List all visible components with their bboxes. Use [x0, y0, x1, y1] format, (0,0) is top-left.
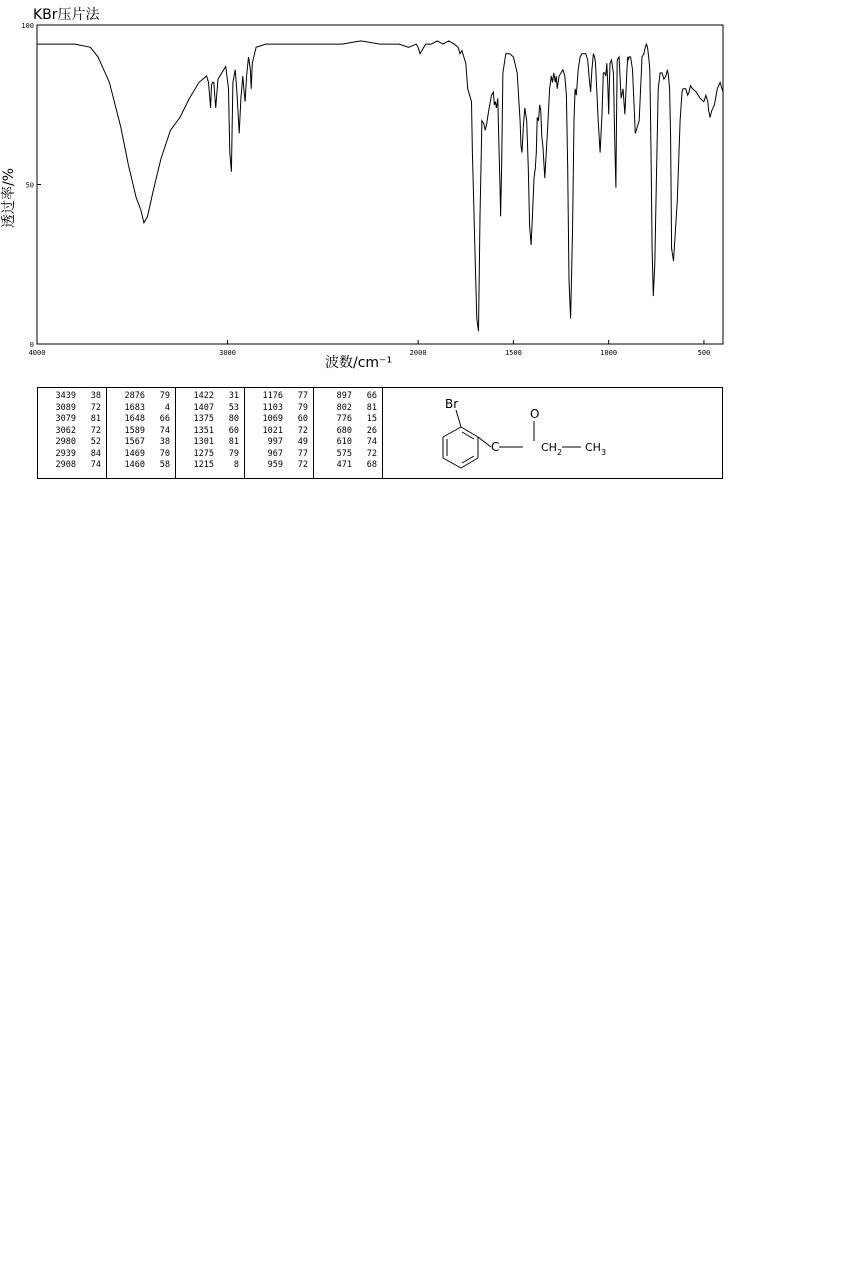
- peak-transmittance: 4: [164, 402, 170, 413]
- peak-row: [107, 460, 175, 472]
- peak-row: [38, 403, 106, 415]
- peak-wavenumber: 2908: [55, 460, 76, 470]
- peak-transmittance: 60: [297, 414, 308, 424]
- spectrum-line: [37, 41, 723, 331]
- peak-wavenumber: 1422: [193, 391, 214, 401]
- peak-wavenumber: 1301: [193, 437, 214, 447]
- benzene-ring: [443, 427, 478, 468]
- peak-transmittance: 72: [90, 402, 101, 413]
- peak-transmittance: 72: [90, 425, 101, 436]
- x-tick-label: 1000: [600, 349, 618, 357]
- peak-row: [107, 437, 175, 449]
- peak-transmittance: 79: [297, 402, 308, 413]
- peak-wavenumber: 1103: [262, 402, 283, 413]
- y-tick-label: 100: [21, 22, 34, 30]
- peak-row: [176, 437, 244, 449]
- carbonyl-carbon-label: C: [491, 440, 500, 454]
- peak-transmittance: 79: [159, 391, 170, 401]
- x-tick-label: 3000: [219, 349, 236, 357]
- peak-transmittance: 72: [297, 425, 308, 436]
- peak-column: [38, 388, 107, 478]
- y-axis-ticks: [21, 22, 41, 349]
- peak-wavenumber: 1469: [124, 448, 145, 459]
- peak-wavenumber: 1683: [124, 402, 145, 413]
- peak-row: [245, 437, 313, 449]
- ring-bond: [443, 427, 461, 437]
- peak-wavenumber: 3062: [55, 425, 76, 436]
- peak-row: [38, 437, 106, 449]
- peak-row: [107, 426, 175, 438]
- peak-row: [314, 414, 382, 426]
- peak-row: [176, 449, 244, 461]
- peak-row: [314, 460, 382, 472]
- peak-transmittance: 72: [366, 448, 377, 459]
- peak-column: [107, 388, 176, 478]
- peak-row: [245, 460, 313, 472]
- peak-transmittance: 58: [159, 460, 170, 470]
- peak-transmittance: 8: [233, 460, 239, 470]
- peak-transmittance: 81: [90, 414, 101, 424]
- peak-row: [38, 460, 106, 472]
- ring-carbonyl-bond: [478, 437, 491, 447]
- peak-transmittance: 74: [366, 437, 377, 447]
- peak-row: [107, 403, 175, 415]
- peak-column: [245, 388, 314, 478]
- peak-column: [176, 388, 245, 478]
- peak-transmittance: 79: [228, 448, 239, 459]
- peak-wavenumber: 967: [267, 448, 283, 459]
- y-tick-label: 0: [29, 341, 34, 349]
- peak-transmittance: 81: [366, 402, 377, 413]
- peak-row: [176, 414, 244, 426]
- peak-row: [245, 391, 313, 403]
- ir-spectrum-chart: [0, 0, 850, 385]
- peak-wavenumber: 680: [336, 425, 352, 436]
- peak-row: [314, 437, 382, 449]
- structure-diagram: [381, 388, 721, 478]
- peak-transmittance: 66: [159, 414, 170, 424]
- peak-row: [176, 426, 244, 438]
- peak-row: [38, 426, 106, 438]
- x-tick-label: 1500: [504, 349, 522, 357]
- peak-wavenumber: 3439: [55, 391, 76, 401]
- x-tick-label: 4000: [28, 349, 46, 357]
- peak-transmittance: 84: [90, 448, 101, 459]
- peak-wavenumber: 1407: [193, 402, 214, 413]
- peak-wavenumber: 802: [336, 402, 352, 413]
- peak-transmittance: 72: [297, 460, 308, 470]
- peak-row: [107, 449, 175, 461]
- peak-row: [107, 414, 175, 426]
- peak-row: [245, 403, 313, 415]
- peak-wavenumber: 1069: [262, 414, 283, 424]
- peak-column: [314, 388, 383, 478]
- peak-wavenumber: 1021: [262, 425, 283, 436]
- peak-transmittance: 52: [90, 437, 101, 447]
- peak-transmittance: 31: [228, 391, 239, 401]
- peak-transmittance: 74: [90, 460, 101, 470]
- peak-transmittance: 77: [297, 448, 308, 459]
- peak-wavenumber: 1567: [124, 437, 145, 447]
- peak-transmittance: 70: [159, 448, 170, 459]
- x-tick-label: 500: [697, 349, 711, 357]
- peak-transmittance: 53: [228, 402, 239, 413]
- peak-wavenumber: 1351: [193, 425, 214, 436]
- ring-bond: [461, 458, 478, 468]
- peak-wavenumber: 1215: [193, 460, 214, 470]
- peak-row: [314, 403, 382, 415]
- peak-row: [176, 391, 244, 403]
- peak-transmittance: 15: [366, 414, 377, 424]
- peak-row: [314, 426, 382, 438]
- peak-transmittance: 66: [366, 391, 377, 401]
- chart-title: KBr压片法: [33, 7, 100, 23]
- peak-transmittance: 26: [366, 425, 377, 436]
- peak-row: [314, 391, 382, 403]
- oxygen-label: O: [530, 407, 540, 421]
- peak-row: [38, 449, 106, 461]
- peak-wavenumber: 1275: [193, 448, 214, 459]
- peak-wavenumber: 2980: [55, 437, 76, 447]
- peak-wavenumber: 3089: [55, 402, 76, 413]
- peak-row: [245, 414, 313, 426]
- ring-bond: [461, 427, 478, 437]
- peak-wavenumber: 776: [336, 414, 352, 424]
- ch3-label: $CH_3$: [585, 441, 607, 457]
- peak-wavenumber: 959: [267, 460, 283, 470]
- bromo-label: Br: [445, 397, 459, 411]
- peak-row: [176, 403, 244, 415]
- peak-wavenumber: 1589: [124, 425, 145, 436]
- ch2-label: $CH_2$: [541, 441, 563, 457]
- peak-wavenumber: 1176: [262, 391, 283, 401]
- x-axis-label: 波数/cm⁻¹: [325, 355, 393, 371]
- x-tick-label: 2000: [409, 349, 427, 357]
- peak-transmittance: 77: [297, 391, 308, 401]
- peak-transmittance: 80: [228, 414, 239, 424]
- peak-row: [38, 414, 106, 426]
- peak-wavenumber: 1460: [124, 460, 145, 470]
- peak-wavenumber: 575: [336, 448, 352, 459]
- y-tick-label: 50: [25, 181, 34, 190]
- peak-wavenumber: 997: [267, 437, 283, 447]
- peak-row: [38, 391, 106, 403]
- ring-bond: [443, 458, 461, 468]
- peak-transmittance: 81: [228, 437, 239, 447]
- c-br-bond: [456, 410, 461, 427]
- peak-wavenumber: 1648: [124, 414, 145, 424]
- peak-row: [314, 449, 382, 461]
- peak-wavenumber: 897: [336, 391, 352, 401]
- peak-row: [245, 449, 313, 461]
- peak-wavenumber: 610: [336, 437, 352, 447]
- peak-transmittance: 60: [228, 425, 239, 436]
- peak-transmittance: 38: [159, 437, 170, 447]
- y-axis-label: 透过率/%: [1, 167, 17, 228]
- peak-wavenumber: 2876: [124, 391, 145, 401]
- peak-row: [245, 426, 313, 438]
- peak-wavenumber: 471: [336, 460, 352, 470]
- peak-row: [176, 460, 244, 472]
- peak-transmittance: 68: [366, 460, 377, 470]
- peak-wavenumber: 3079: [55, 414, 76, 424]
- peak-transmittance: 74: [159, 425, 170, 436]
- peak-transmittance: 49: [297, 437, 308, 447]
- peak-wavenumber: 1375: [193, 414, 214, 424]
- peak-wavenumber: 2939: [55, 448, 76, 459]
- peak-row: [107, 391, 175, 403]
- peak-transmittance: 38: [90, 391, 101, 401]
